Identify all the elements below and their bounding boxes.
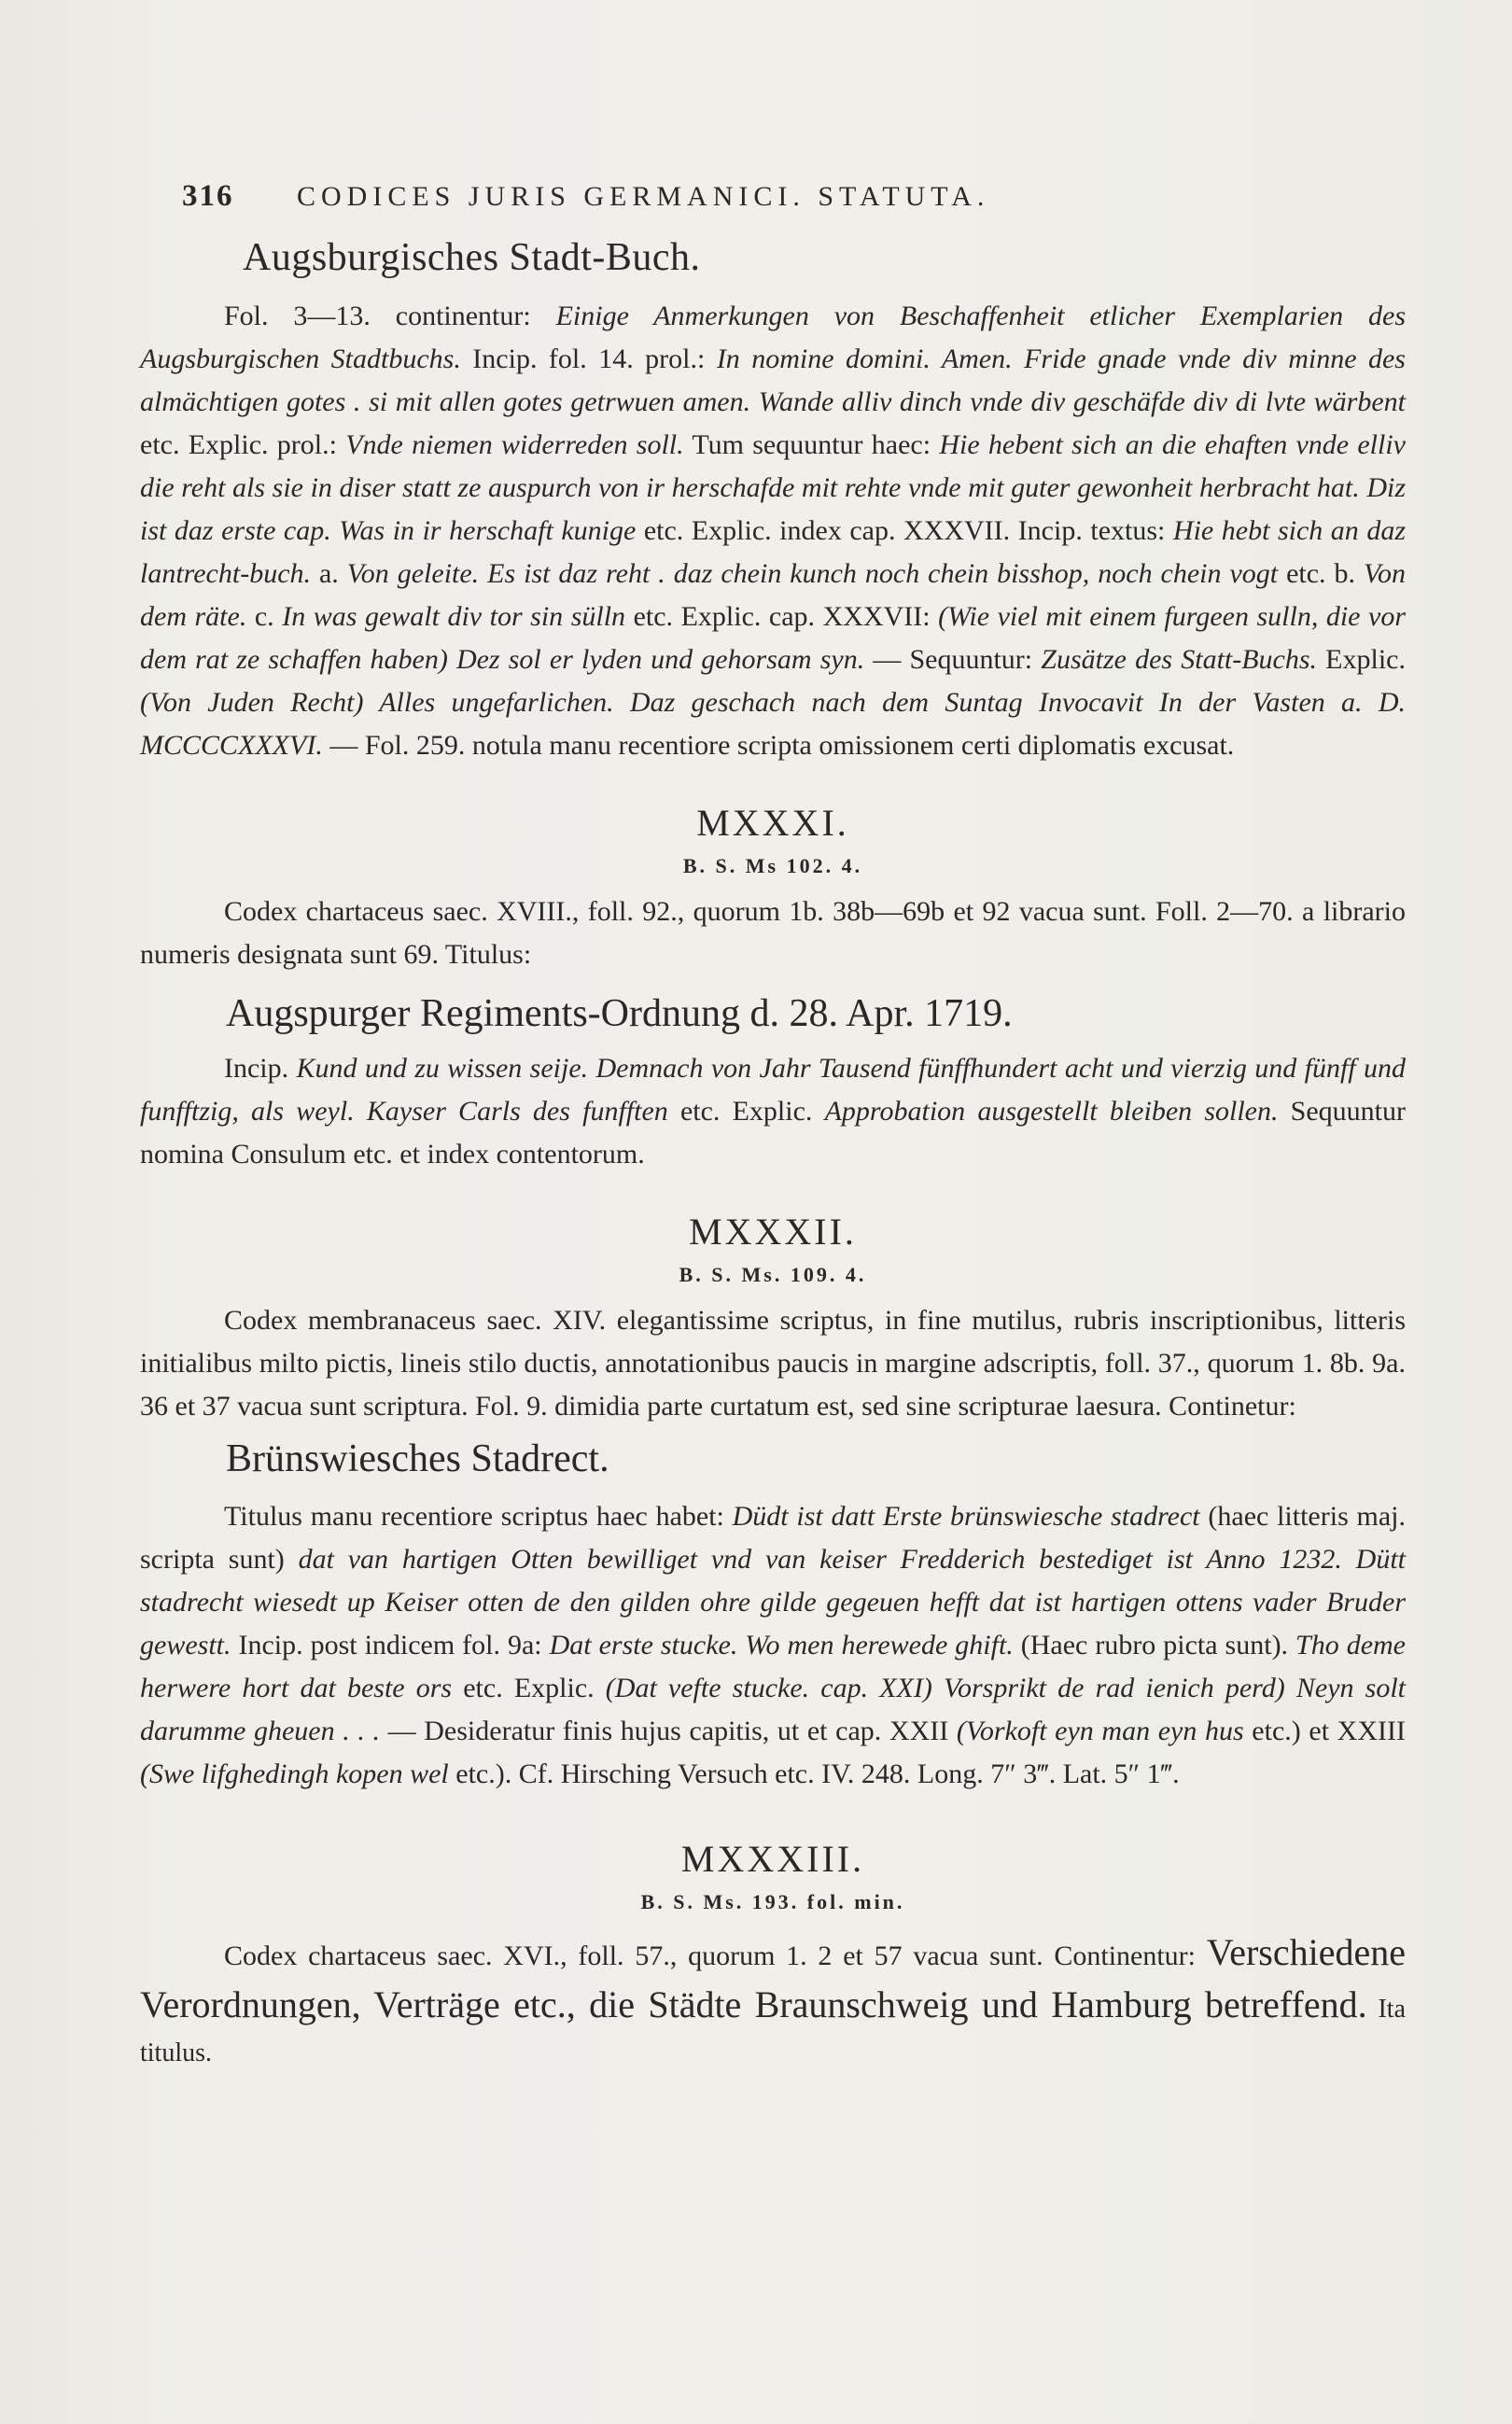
italic-text: Zusätze des Statt-Buchs. bbox=[1041, 644, 1318, 675]
italic-text: Vnde niemen widerreden soll. bbox=[345, 429, 684, 460]
mxxxiii-title-text: Verschiedene Verordnungen, Verträge etc., die Städte Braunschweig und Hamburg betreffend. bbox=[140, 1931, 1407, 2025]
italic-text: Dat erste stucke. Wo men herewede ghift. bbox=[549, 1630, 1014, 1660]
italic-text: Tho deme herwere hort dat beste ors bbox=[140, 1630, 1407, 1703]
shelfmark-mxxxiii: B. S. Ms. 193. fol. min. bbox=[640, 1890, 905, 1913]
text-segment: Explic. bbox=[1317, 644, 1406, 675]
text-segment: etc. b. bbox=[1278, 558, 1364, 589]
italic-text: Einige Anmerkungen von Beschaffenheit etlicher Exemplarien des Augsburgischen Stadtbuchs. bbox=[140, 301, 1406, 374]
paragraph-mxxxiii bbox=[140, 1927, 1406, 2075]
text-segment: Sequuntur nomina Consulum etc. et index contentorum. bbox=[140, 1096, 1406, 1170]
header-title: CODICES JURIS GERMANICI. STATUTA. bbox=[297, 181, 990, 212]
italic-text: (Swe lifghedingh kopen wel bbox=[140, 1758, 449, 1789]
italic-text: Approbation ausgestellt bleiben sollen. bbox=[824, 1096, 1279, 1127]
running-header bbox=[182, 179, 1237, 214]
italic-text: Hie hebent sich an die ehaften vnde elliv die reht als sie in diser statt ze auspurch von ir herschafde mit rehte vnde mit guter gewonheit herbracht hat. Diz ist daz erste cap. Was in ir herschaft kunige bbox=[140, 429, 1406, 546]
italic-text: Kund und zu wissen seije. Demnach von Jahr Tausend fünffhundert acht und vierzig und fünff und funfftzig, als weyl. Kayser Carls des funfften bbox=[140, 1053, 1407, 1127]
shelfmark-mxxxii: B. S. Ms. 109. 4. bbox=[679, 1263, 867, 1286]
italic-text: (Vorkoft eyn man eyn hus bbox=[956, 1716, 1244, 1746]
mxxxiii-intro: Codex chartaceus saec. XVI., foll. 57., quorum 1. 2 et 57 vacua sunt. Continentur: bbox=[224, 1941, 1197, 1971]
codex-number-mxxxii: MXXXII. bbox=[689, 1211, 857, 1253]
text-segment: etc. Explic. bbox=[452, 1673, 606, 1703]
text-segment: Titulus manu recentiore scriptus haec habet: bbox=[224, 1501, 733, 1532]
italic-text: Düdt ist datt Erste brünswiesche stadrect bbox=[732, 1501, 1200, 1532]
text-segment: etc. Explic. bbox=[667, 1096, 825, 1127]
codex-number-mxxxiii: MXXXIII. bbox=[680, 1838, 865, 1880]
text-segment: etc. Explic. cap. XXXVII: bbox=[625, 601, 939, 632]
italic-text: In nomine domini. Amen. Fride gnade vnde div minne des almächtigen gotes . si mit allen gotes getrwuen amen. Wande alliv dinch vnde div geschäfde div di lvte wärbent bbox=[140, 343, 1406, 417]
text-segment: (haec litteris maj. scripta sunt) bbox=[140, 1501, 1406, 1575]
text-segment: Incip. fol. 14. prol.: bbox=[460, 343, 717, 374]
italic-text: Von geleite. Es ist daz reht . daz chein kunch noch chein bisshop, noch chein vogt bbox=[346, 558, 1279, 589]
text-segment: etc. Explic. prol.: bbox=[140, 429, 346, 460]
text-segment: a. bbox=[311, 558, 347, 589]
italic-text: Von dem räte. bbox=[140, 558, 1406, 632]
text-segment: Incip. post indicem fol. 9a: bbox=[231, 1630, 550, 1660]
italic-text: (Dat vefte stucke. cap. XXI) Vorsprikt de rad ienich perd) Neyn solt darumme gheuen . . . bbox=[140, 1673, 1406, 1746]
text-segment: Incip. bbox=[224, 1053, 297, 1084]
text-segment: — Sequuntur: bbox=[864, 644, 1042, 675]
text-segment: — Desideratur finis hujus capitis, ut et cap. XXII bbox=[380, 1716, 957, 1746]
text-segment: etc. Explic. index cap. XXXVII. Incip. textus: bbox=[636, 515, 1173, 546]
italic-text: (Wie viel mit einem furgeen sulln, die vor dem rat ze schaffen haben) Dez sol er lyden und gehorsam syn. bbox=[140, 601, 1407, 675]
text-segment: (Haec rubro picta sunt). bbox=[1013, 1630, 1296, 1660]
section-title-stadrect: Brünswiesches Stadrect. bbox=[226, 1437, 609, 1480]
text-segment: — Fol. 259. notula manu recentiore scripta omissionem certi diplomatis excusat. bbox=[322, 730, 1235, 761]
paragraph-augsburg bbox=[140, 295, 1406, 767]
page-content bbox=[140, 230, 1406, 2075]
text-segment: Tum sequuntur haec: bbox=[683, 429, 940, 460]
page-number: 316 bbox=[182, 179, 234, 213]
italic-text: (Von Juden Recht) Alles ungefarlichen. Daz geschach nach dem Suntag Invocavit In der Vasten a. D. MCCCCXXXVI. bbox=[140, 687, 1406, 761]
shelfmark-mxxxi: B. S. Ms 102. 4. bbox=[682, 854, 863, 877]
paragraph-mxxxi-body bbox=[140, 1047, 1406, 1176]
codex-number-mxxxi: MXXXI. bbox=[696, 802, 849, 844]
paragraph-mxxxi-intro: Codex chartaceus saec. XVIII., foll. 92., quorum 1b. 38b—69b et 92 vacua sunt. Foll. 2—70. a librario numeris designata sunt 69. Titulus: bbox=[140, 896, 1406, 970]
text-segment: etc.). Cf. Hirsching Versuch etc. IV. 248. Long. 7″ 3‴. Lat. 5″ 1‴. bbox=[448, 1758, 1180, 1789]
section-title-augsburg: Augsburgisches Stadt-Buch. bbox=[243, 236, 701, 279]
italic-text: Hie hebt sich an daz lantrecht-buch. bbox=[140, 515, 1407, 589]
text-segment: Fol. 3—13. continentur: bbox=[224, 301, 556, 331]
text-segment: c. bbox=[246, 601, 283, 632]
paragraph-mxxxii-body bbox=[140, 1495, 1406, 1796]
text-segment: etc.) et XXIII bbox=[1243, 1716, 1406, 1746]
italic-text: In was gewalt div tor sin sülln bbox=[282, 601, 626, 632]
italic-text: dat van hartigen Otten bewilliget vnd van keiser Fredderich bestediget ist Anno 1232. Dütt stadrecht wiesedt up Keiser otten de den gilden ohre gilde gegeuen hefft dat ist hartigen ottens vader Bruder gewestt. bbox=[140, 1544, 1406, 1660]
paragraph-mxxxii-intro: Codex membranaceus saec. XIV. elegantissime scriptus, in fine mutilus, rubris inscriptionibus, litteris initialibus milto pictis, lineis stilo ductis, annotationibus paucis in margine adscriptis, foll. 37., quorum 1. 8b. 9a. 36 et 37 vacua sunt scriptura. Fol. 9. dimidia parte curtatum est, sed sine scripturae laesura. Continetur: bbox=[140, 1305, 1406, 1422]
section-title-regiments-ordnung: Augspurger Regiments-Ordnung d. 28. Apr. 1719. bbox=[226, 992, 1013, 1035]
mxxxiii-tail: Ita titulus. bbox=[140, 1995, 1407, 2067]
